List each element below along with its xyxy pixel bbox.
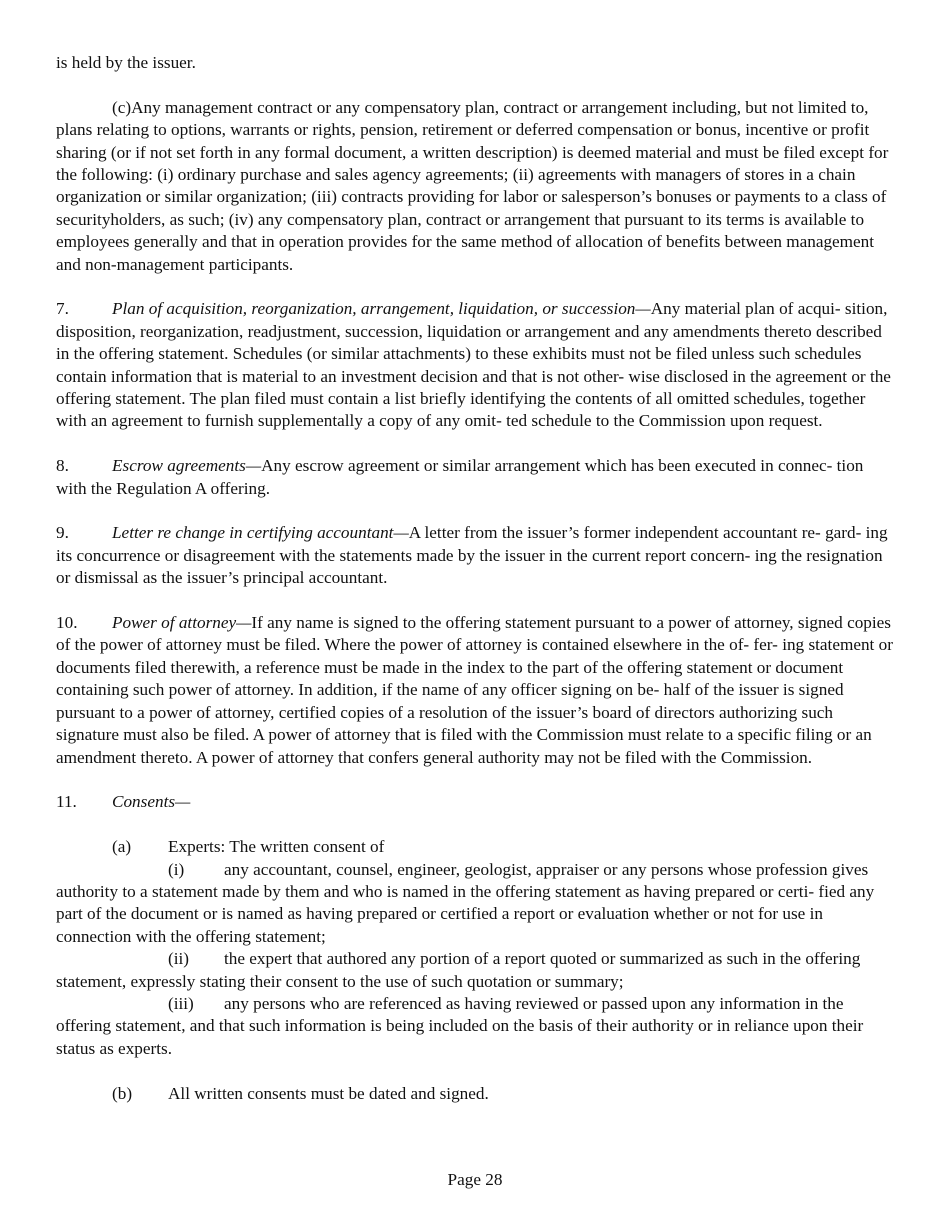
item-body: A letter from the issuer’s former independent accountant re- gard- ing its concurrence or disagreement with the statements made by the issuer in the current report concern- ing the resignation or dismissal as the issuer’s principal accountant.: [56, 523, 888, 588]
item-body: Any material plan of acqui- sition, disposition, reorganization, readjustment, succession, liquidation or arrangement and any amendments thereto described in the offering statement. Schedules (or similar attachments) to these exhibits must not be filed unless such schedules contain information that is material to an investment decision and that is not other- wise disclosed in the agreement or the offering statement. The plan filed must contain a list briefly identifying the contents of all omitted schedules, together with an agreement to furnish supplementally a copy of any omit- ted schedule to the Commission upon request.: [56, 299, 891, 431]
item-8: [56, 455, 896, 500]
item-title: Escrow agreements—: [112, 456, 262, 476]
item-number: 9.: [56, 523, 69, 543]
consent-text: All written consents must be dated and signed.: [168, 1083, 489, 1103]
consent-label: (b): [112, 1083, 133, 1103]
roman-text: the expert that authored any portion of a report quoted or summarized as such in the offering statement, expressly stating their consent to the use of such quotation or summary;: [56, 949, 861, 991]
roman-text: any persons who are referenced as having reviewed or passed upon any information in the offering statement, and that such information is being included on the basis of their authority or in reliance upon their status as experts.: [56, 993, 864, 1058]
continuation-line: is held by the issuer.: [56, 53, 196, 72]
item-title: Letter re change in certifying accountant—: [112, 523, 409, 543]
consent-a: [56, 836, 896, 858]
consent-a-i: [56, 859, 896, 949]
item-body: If any name is signed to the offering statement pursuant to a power of attorney, signed copies of the power of attorney must be filed. Where the power of attorney is contained elsewhere in the of- fer- ing statement or documents filed therewith, a reference must be made in the index to the part of the offering statement or document containing such power of attorney. In addition, if the name of any officer signing on be- half of the issuer is signed pursuant to a power of attorney, certified copies of a resolution of the issuer’s board of directors authorizing such signature must also be filed. A power of attorney that is filed with the Commission must relate to a specific filing or an amendment thereto. A power of attorney that confers general authority may not be filed with the Commission.: [56, 613, 893, 767]
consent-text: Experts: The written consent of: [168, 837, 385, 857]
consent-b: [56, 1083, 896, 1105]
item-body: Any escrow agreement or similar arrangement which has been executed in connec- tion with the Regulation A offering.: [56, 456, 864, 498]
item-7: [56, 298, 896, 432]
consent-a-iii: [56, 993, 896, 1060]
document-page: [56, 52, 896, 1105]
paragraph-c: (c)Any management contract or any compensatory plan, contract or arrangement including, but not limited to, plans relating to options, warrants or rights, pension, retirement or deferred compensation or bonus, incentive or profit sharing (or if not set forth in any formal document, a written description) is deemed material and must be filed except for the following: (i) ordinary purchase and sales agency agreements; (ii) agreements with managers of stores in a chain organization or similar organization; (iii) contracts providing for labor or salesperson’s bonuses or payments to a class of securityholders, as such; (iv) any compensatory plan, contract or arrangement that pursuant to its terms is available to employees generally and that in operation provides for the same method of allocation of benefits between management and non-management participants.: [56, 97, 889, 274]
item-9: [56, 522, 896, 589]
roman-label: (iii): [168, 993, 194, 1013]
roman-text: any accountant, counsel, engineer, geologist, appraiser or any persons whose profession gives authority to a statement made by them and who is named in the offering statement as having prepared or certi- fied any part of the document or is named as having prepared or certified a report or evaluation whether or not for use in connection with the offering statement;: [56, 859, 875, 946]
item-title: Plan of acquisition, reorganization, arrangement, liquidation, or succession—: [112, 299, 651, 319]
item-number: 7.: [56, 299, 69, 319]
roman-label: (ii): [168, 949, 189, 969]
item-title: Consents—: [112, 792, 191, 812]
roman-label: (i): [168, 859, 185, 879]
item-number: 8.: [56, 456, 69, 476]
item-number: 11.: [56, 792, 77, 812]
consent-label: (a): [112, 837, 132, 857]
item-number: 10.: [56, 613, 78, 633]
item-title: Power of attorney—: [112, 613, 252, 633]
item-10: [56, 612, 896, 769]
page-number: Page 28: [447, 1170, 503, 1189]
item-11: [56, 791, 896, 813]
consent-a-ii: [56, 948, 896, 993]
